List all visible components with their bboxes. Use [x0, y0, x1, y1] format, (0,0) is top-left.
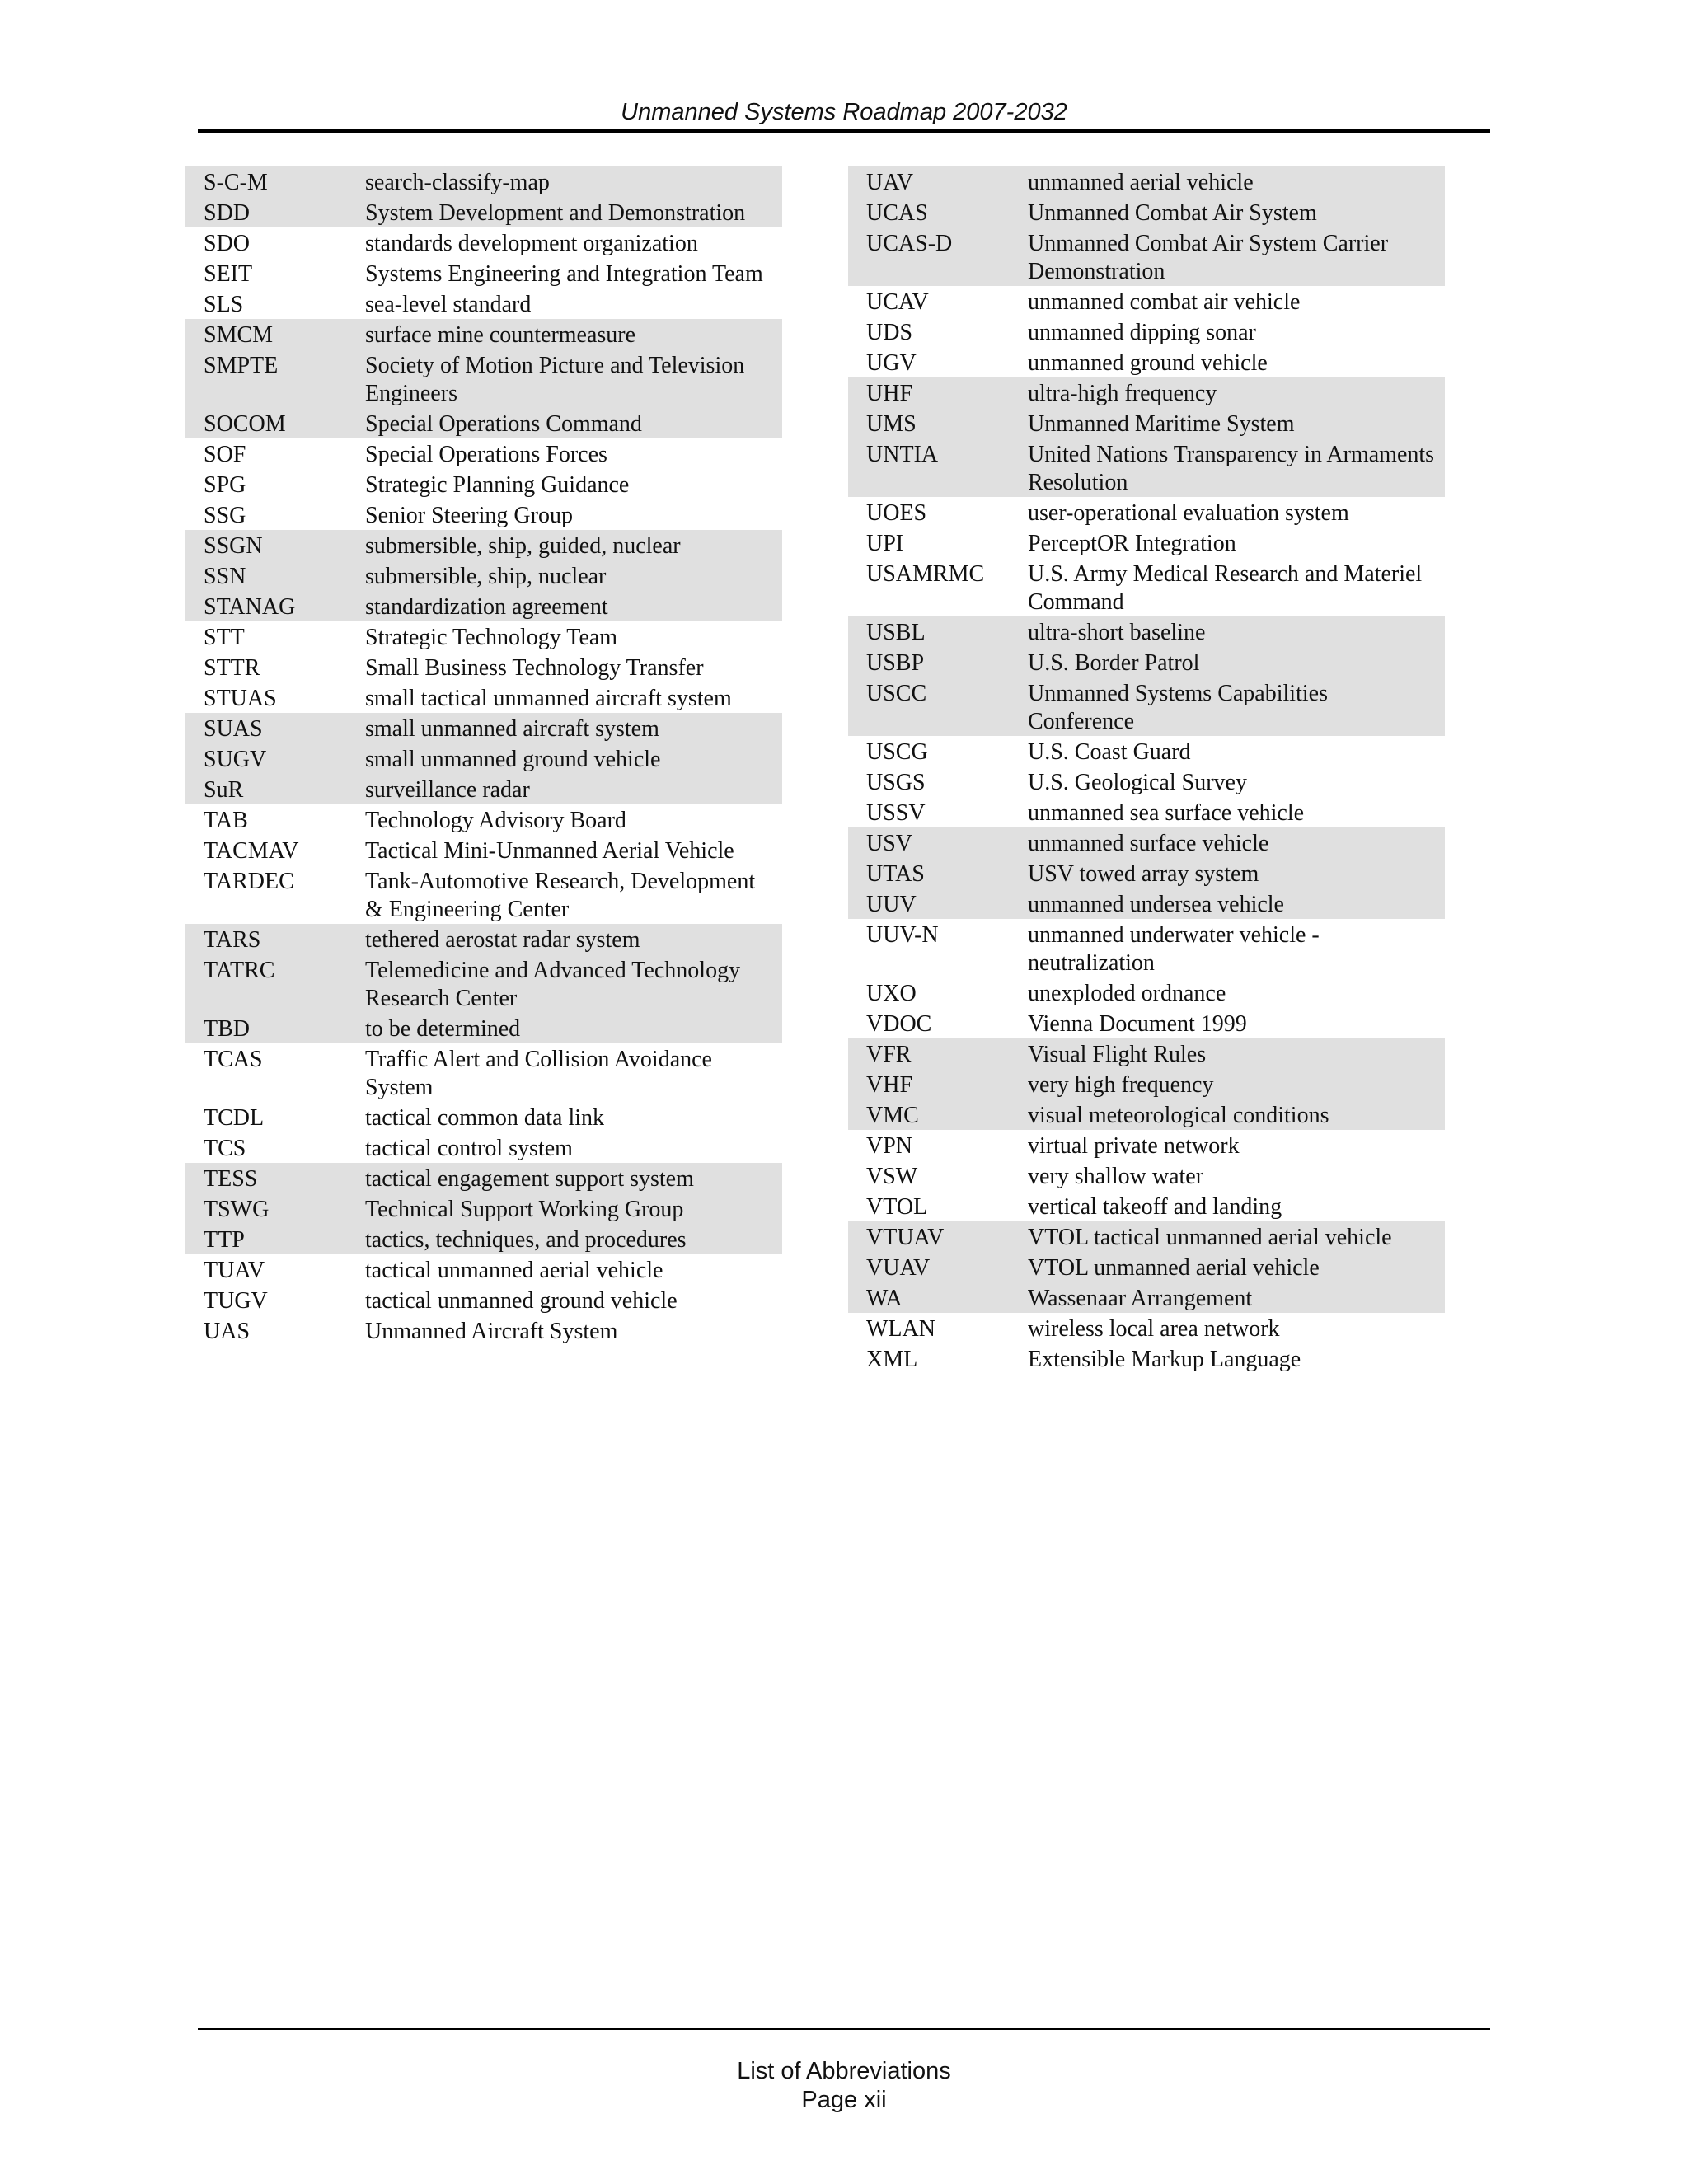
abbreviation-row [185, 227, 782, 258]
abbreviation-row [848, 647, 1445, 677]
abbreviation-group [848, 1130, 1445, 1221]
abbreviation-column-right [848, 166, 1445, 1374]
abbreviation-definition: Vienna Document 1999 [1028, 1011, 1247, 1037]
abbreviation-term: WLAN [866, 1316, 935, 1342]
abbreviation-definition: ultra-short baseline [1028, 620, 1206, 645]
abbreviation-term: TTP [204, 1227, 245, 1253]
abbreviation-term: UUV-N [866, 922, 939, 948]
page-header-title: Unmanned Systems Roadmap 2007-2032 [621, 99, 1067, 125]
abbreviation-term: SDD [204, 200, 251, 226]
abbreviation-definition: Unmanned Aircraft System [365, 1319, 618, 1344]
footer-page-number: Page xii [801, 2087, 887, 2113]
footer-section-title: List of Abbreviations [737, 2058, 951, 2084]
abbreviation-row [848, 766, 1445, 797]
abbreviation-term: USGS [866, 770, 926, 795]
abbreviation-row [848, 888, 1445, 919]
abbreviation-row [848, 558, 1445, 616]
abbreviation-row [848, 1191, 1445, 1221]
abbreviation-row [185, 408, 782, 438]
abbreviation-term: UTAS [866, 861, 925, 887]
abbreviation-row [848, 1252, 1445, 1282]
abbreviation-term: TCS [204, 1136, 246, 1161]
abbreviation-term: STUAS [204, 686, 277, 711]
abbreviation-row [185, 560, 782, 591]
abbreviation-term: TATRC [204, 958, 275, 983]
abbreviation-term: SSGN [204, 533, 263, 559]
abbreviation-definition: small unmanned ground vehicle [365, 747, 661, 772]
abbreviation-group [848, 1221, 1445, 1313]
abbreviation-term: VHF [866, 1072, 913, 1098]
abbreviation-term: UCAV [866, 289, 929, 315]
abbreviation-group [848, 166, 1445, 286]
abbreviation-group [185, 166, 782, 227]
abbreviation-row [848, 227, 1445, 286]
abbreviation-definition: Traffic Alert and Collision Avoidance System [365, 1047, 712, 1100]
abbreviation-row [185, 499, 782, 530]
abbreviation-group [848, 736, 1445, 827]
abbreviation-row [848, 827, 1445, 858]
abbreviation-definition: very high frequency [1028, 1072, 1214, 1098]
abbreviation-row [185, 469, 782, 499]
abbreviation-definition: System Development and Demonstration [365, 200, 746, 226]
abbreviation-definition: surveillance radar [365, 777, 530, 803]
abbreviation-row [185, 954, 782, 1013]
abbreviation-definition: sea-level standard [365, 292, 532, 317]
abbreviation-definition: Technology Advisory Board [365, 808, 626, 833]
abbreviation-row [185, 713, 782, 743]
abbreviation-term: UXO [866, 981, 917, 1006]
abbreviation-definition: tactical common data link [365, 1105, 605, 1131]
abbreviation-group [185, 1254, 782, 1346]
abbreviation-row [848, 1130, 1445, 1160]
abbreviation-term: UCAS [866, 200, 928, 226]
abbreviation-term: SuR [204, 777, 244, 803]
abbreviation-term: STANAG [204, 594, 296, 620]
abbreviation-definition: Wassenaar Arrangement [1028, 1286, 1253, 1311]
abbreviation-term: SMCM [204, 322, 274, 348]
abbreviation-term: SLS [204, 292, 244, 317]
abbreviation-definition: Small Business Technology Transfer [365, 655, 704, 681]
abbreviation-row [185, 591, 782, 621]
abbreviation-definition: standards development organization [365, 231, 698, 256]
abbreviation-definition: small unmanned aircraft system [365, 716, 659, 742]
abbreviation-definition: tactics, techniques, and procedures [365, 1227, 687, 1253]
abbreviation-row [185, 924, 782, 954]
abbreviation-term: VTUAV [866, 1225, 945, 1250]
abbreviation-definition: Special Operations Command [365, 411, 642, 437]
abbreviation-term: SPG [204, 472, 246, 498]
abbreviation-term: USCG [866, 739, 928, 765]
abbreviation-definition: tactical control system [365, 1136, 573, 1161]
abbreviation-row [848, 797, 1445, 827]
abbreviation-group [185, 438, 782, 530]
abbreviation-group [848, 919, 1445, 1038]
abbreviation-group [185, 804, 782, 924]
abbreviation-row [185, 865, 782, 924]
abbreviation-definition: VTOL tactical unmanned aerial vehicle [1028, 1225, 1392, 1250]
abbreviation-term: UMS [866, 411, 917, 437]
abbreviation-row [848, 316, 1445, 347]
abbreviation-row [848, 166, 1445, 197]
abbreviation-definition: Strategic Technology Team [365, 625, 618, 650]
abbreviation-term: SOCOM [204, 411, 286, 437]
abbreviation-group [185, 1163, 782, 1254]
abbreviation-column-left [185, 166, 782, 1346]
abbreviation-definition: U.S. Coast Guard [1028, 739, 1191, 765]
abbreviation-group [185, 319, 782, 438]
abbreviation-row [185, 319, 782, 349]
abbreviation-term: TBD [204, 1016, 250, 1042]
abbreviation-definition: Senior Steering Group [365, 503, 573, 528]
abbreviation-definition: very shallow water [1028, 1164, 1204, 1189]
abbreviation-definition: unmanned dipping sonar [1028, 320, 1256, 345]
abbreviation-row [848, 616, 1445, 647]
abbreviation-definition: tactical unmanned ground vehicle [365, 1288, 678, 1314]
abbreviation-term: VTOL [866, 1194, 928, 1220]
abbreviation-term: STTR [204, 655, 260, 681]
abbreviation-definition: unmanned combat air vehicle [1028, 289, 1301, 315]
abbreviation-group [848, 377, 1445, 497]
abbreviation-definition: PerceptOR Integration [1028, 531, 1236, 556]
abbreviation-term: UHF [866, 381, 913, 406]
abbreviation-row [185, 682, 782, 713]
abbreviation-term: USBP [866, 650, 925, 676]
abbreviation-term: SSG [204, 503, 246, 528]
abbreviation-row [185, 835, 782, 865]
abbreviation-term: S-C-M [204, 170, 268, 195]
abbreviation-row [185, 530, 782, 560]
abbreviation-term: TUGV [204, 1288, 268, 1314]
abbreviation-term: TESS [204, 1166, 258, 1192]
abbreviation-definition: Tactical Mini-Unmanned Aerial Vehicle [365, 838, 734, 864]
abbreviation-row [848, 438, 1445, 497]
abbreviation-row [848, 347, 1445, 377]
abbreviation-term: UAS [204, 1319, 251, 1344]
abbreviation-definition: Technical Support Working Group [365, 1197, 684, 1222]
abbreviation-row [848, 858, 1445, 888]
abbreviation-definition: unmanned underwater vehicle - neutralization [1028, 922, 1320, 976]
abbreviation-row [848, 1160, 1445, 1191]
abbreviation-term: UUV [866, 892, 917, 917]
abbreviation-definition: ultra-high frequency [1028, 381, 1217, 406]
abbreviation-term: VSW [866, 1164, 918, 1189]
abbreviation-term: UOES [866, 500, 927, 526]
abbreviation-term: VFR [866, 1042, 912, 1067]
abbreviation-term: TARS [204, 927, 261, 953]
abbreviation-term: UAV [866, 170, 914, 195]
abbreviation-row [848, 1282, 1445, 1313]
abbreviation-row [848, 977, 1445, 1008]
abbreviation-group [848, 616, 1445, 736]
abbreviation-definition: standardization agreement [365, 594, 608, 620]
abbreviation-row [185, 1132, 782, 1163]
abbreviation-row [848, 1313, 1445, 1343]
abbreviation-term: STT [204, 625, 245, 650]
abbreviation-row [848, 919, 1445, 977]
abbreviation-term: SSN [204, 564, 246, 589]
abbreviation-row [185, 258, 782, 288]
abbreviation-row [185, 1043, 782, 1102]
abbreviation-row [848, 408, 1445, 438]
abbreviation-definition: submersible, ship, nuclear [365, 564, 607, 589]
abbreviation-term: SUAS [204, 716, 263, 742]
abbreviation-definition: surface mine countermeasure [365, 322, 636, 348]
abbreviation-definition: small tactical unmanned aircraft system [365, 686, 732, 711]
abbreviation-term: USBL [866, 620, 926, 645]
abbreviation-row [185, 1315, 782, 1346]
abbreviation-term: UGV [866, 350, 917, 376]
abbreviation-definition: wireless local area network [1028, 1316, 1280, 1342]
abbreviation-definition: U.S. Geological Survey [1028, 770, 1247, 795]
abbreviation-row [185, 1193, 782, 1224]
abbreviation-definition: search-classify-map [365, 170, 550, 195]
abbreviation-row [848, 1343, 1445, 1374]
abbreviation-term: UNTIA [866, 442, 939, 467]
abbreviation-group [848, 827, 1445, 919]
abbreviation-row [848, 286, 1445, 316]
abbreviation-row [848, 527, 1445, 558]
abbreviation-term: SOF [204, 442, 246, 467]
abbreviation-row [185, 1285, 782, 1315]
abbreviation-row [185, 1102, 782, 1132]
abbreviation-row [848, 497, 1445, 527]
abbreviation-row [848, 377, 1445, 408]
abbreviation-row [185, 743, 782, 774]
abbreviation-term: SUGV [204, 747, 267, 772]
abbreviation-row [848, 736, 1445, 766]
abbreviation-row [185, 1224, 782, 1254]
abbreviation-term: TCDL [204, 1105, 265, 1131]
abbreviation-definition: to be determined [365, 1016, 521, 1042]
abbreviation-group [185, 227, 782, 319]
abbreviation-row [848, 1069, 1445, 1099]
abbreviation-term: VUAV [866, 1255, 931, 1281]
abbreviation-definition: Unmanned Combat Air System [1028, 200, 1317, 226]
abbreviation-row [848, 1099, 1445, 1130]
abbreviation-definition: submersible, ship, guided, nuclear [365, 533, 681, 559]
abbreviation-row [848, 197, 1445, 227]
footer-rule [198, 2028, 1490, 2030]
abbreviation-term: TSWG [204, 1197, 270, 1222]
abbreviation-definition: Strategic Planning Guidance [365, 472, 630, 498]
abbreviation-definition: Special Operations Forces [365, 442, 607, 467]
abbreviation-group [185, 530, 782, 621]
abbreviation-group [185, 924, 782, 1043]
abbreviation-definition: U.S. Border Patrol [1028, 650, 1200, 676]
abbreviation-term: TACMAV [204, 838, 299, 864]
abbreviation-term: VPN [866, 1133, 913, 1159]
abbreviation-definition: Society of Motion Picture and Television Engineers [365, 353, 745, 406]
abbreviation-term: TARDEC [204, 869, 294, 894]
abbreviation-row [185, 438, 782, 469]
abbreviation-term: TCAS [204, 1047, 263, 1072]
abbreviation-definition: tactical unmanned aerial vehicle [365, 1258, 663, 1283]
abbreviation-definition: Tank-Automotive Research, Development & Engineering Center [365, 869, 756, 922]
abbreviation-group [848, 497, 1445, 616]
abbreviation-row [185, 1163, 782, 1193]
abbreviation-row [185, 1013, 782, 1043]
header-rule [198, 129, 1490, 133]
abbreviation-definition: visual meteorological conditions [1028, 1103, 1329, 1128]
abbreviation-group [185, 713, 782, 804]
abbreviation-row [185, 197, 782, 227]
abbreviation-definition: Extensible Markup Language [1028, 1347, 1301, 1372]
abbreviation-row [185, 774, 782, 804]
abbreviation-definition: unmanned sea surface vehicle [1028, 800, 1305, 826]
abbreviation-term: VMC [866, 1103, 919, 1128]
abbreviation-row [185, 621, 782, 652]
abbreviation-term: SDO [204, 231, 251, 256]
abbreviation-definition: unexploded ordnance [1028, 981, 1226, 1006]
abbreviation-term: UDS [866, 320, 913, 345]
abbreviation-definition: unmanned ground vehicle [1028, 350, 1268, 376]
abbreviation-term: VDOC [866, 1011, 932, 1037]
abbreviation-definition: Systems Engineering and Integration Team [365, 261, 763, 287]
abbreviation-row [185, 349, 782, 408]
abbreviation-term: USAMRMC [866, 561, 985, 587]
abbreviation-definition: Unmanned Maritime System [1028, 411, 1295, 437]
abbreviation-definition: VTOL unmanned aerial vehicle [1028, 1255, 1320, 1281]
abbreviation-term: TUAV [204, 1258, 265, 1283]
abbreviation-definition: tethered aerostat radar system [365, 927, 640, 953]
abbreviation-row [848, 1221, 1445, 1252]
abbreviation-definition: unmanned aerial vehicle [1028, 170, 1254, 195]
abbreviation-row [848, 677, 1445, 736]
abbreviation-row [185, 288, 782, 319]
abbreviation-definition: Telemedicine and Advanced Technology Research Center [365, 958, 741, 1011]
abbreviation-term: USV [866, 831, 913, 856]
abbreviation-definition: U.S. Army Medical Research and Materiel Command [1028, 561, 1423, 615]
abbreviation-term: XML [866, 1347, 918, 1372]
abbreviation-term: SMPTE [204, 353, 279, 378]
abbreviation-definition: vertical takeoff and landing [1028, 1194, 1282, 1220]
abbreviation-group [848, 1038, 1445, 1130]
abbreviation-row [848, 1008, 1445, 1038]
abbreviation-group [848, 1313, 1445, 1374]
abbreviation-row [185, 166, 782, 197]
abbreviation-group [848, 286, 1445, 377]
abbreviation-definition: Visual Flight Rules [1028, 1042, 1207, 1067]
abbreviation-definition: Unmanned Combat Air System Carrier Demonstration [1028, 231, 1389, 284]
abbreviation-definition: virtual private network [1028, 1133, 1240, 1159]
page-footer [198, 2057, 1490, 2115]
abbreviation-definition: United Nations Transparency in Armaments Resolution [1028, 442, 1435, 495]
abbreviation-definition: unmanned undersea vehicle [1028, 892, 1284, 917]
abbreviation-term: SEIT [204, 261, 253, 287]
abbreviation-definition: user-operational evaluation system [1028, 500, 1349, 526]
abbreviation-row [185, 1254, 782, 1285]
abbreviation-definition: tactical engagement support system [365, 1166, 694, 1192]
abbreviation-group [185, 1043, 782, 1163]
abbreviation-group [185, 621, 782, 713]
abbreviation-term: UPI [866, 531, 904, 556]
abbreviation-definition: unmanned surface vehicle [1028, 831, 1269, 856]
abbreviation-row [185, 652, 782, 682]
abbreviation-row [848, 1038, 1445, 1069]
abbreviation-term: USCC [866, 681, 927, 706]
abbreviation-term: TAB [204, 808, 248, 833]
abbreviation-term: USSV [866, 800, 926, 826]
abbreviation-definition: USV towed array system [1028, 861, 1259, 887]
abbreviation-definition: Unmanned Systems Capabilities Conference [1028, 681, 1328, 734]
abbreviation-term: WA [866, 1286, 903, 1311]
abbreviation-term: UCAS-D [866, 231, 953, 256]
abbreviation-row [185, 804, 782, 835]
